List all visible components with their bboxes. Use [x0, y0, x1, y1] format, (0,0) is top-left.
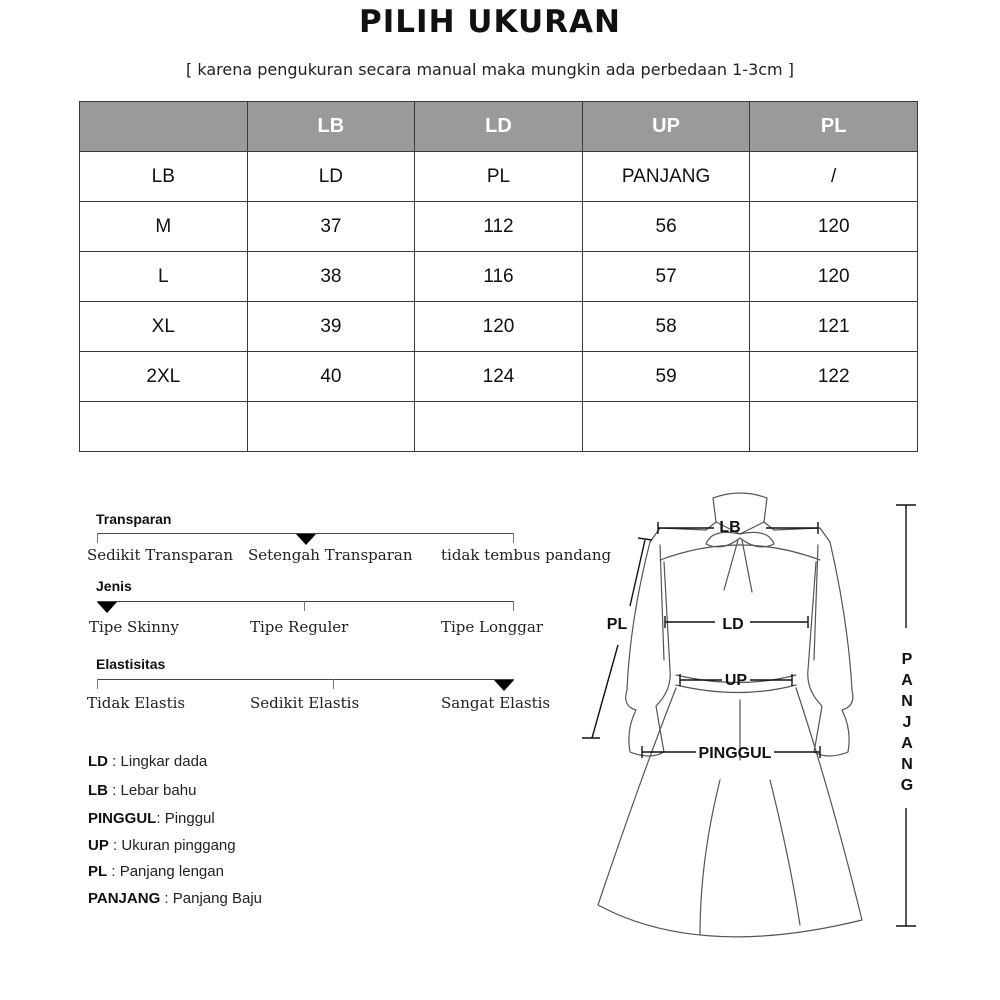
scale-tick	[513, 601, 514, 611]
table-cell: 37	[247, 202, 415, 252]
diagram-label-pinggul: PINGGUL	[698, 745, 772, 762]
table-cell: 112	[415, 202, 583, 252]
table-cell	[582, 402, 750, 452]
table-cell: LD	[247, 152, 415, 202]
legend-item-pinggul: PINGGUL: Pinggul	[88, 810, 215, 827]
table-cell: M	[80, 202, 248, 252]
size-table	[79, 101, 918, 452]
diagram-label-lb: LB	[719, 519, 741, 536]
scale-line-jenis	[97, 601, 514, 602]
dress-diagram	[575, 490, 925, 960]
table-row	[80, 252, 918, 302]
scale-label: Tipe Longgar	[441, 618, 544, 636]
diagram-label-up: UP	[724, 672, 748, 689]
measurement-lines	[582, 505, 916, 926]
table-cell: 116	[415, 252, 583, 302]
dress-illustration	[598, 493, 862, 937]
table-cell: 57	[582, 252, 750, 302]
table-cell: 120	[750, 252, 918, 302]
legend-item-up: UP : Ukuran pinggang	[88, 837, 236, 854]
scale-title-jenis: Jenis	[96, 578, 132, 594]
scale-label: tidak tembus pandang	[441, 546, 612, 564]
diagram-label-pl: PL	[606, 616, 628, 633]
scale-label: Sangat Elastis	[441, 694, 551, 712]
table-cell: 121	[750, 302, 918, 352]
table-cell: 2XL	[80, 352, 248, 402]
scale-label: Tipe Reguler	[250, 618, 349, 636]
table-cell: PL	[415, 152, 583, 202]
scale-tick	[304, 601, 305, 611]
legend-item-lb: LB : Lebar bahu	[88, 782, 197, 799]
table-cell: 120	[415, 302, 583, 352]
scale-marker-transparan	[296, 534, 316, 545]
table-header-row	[80, 102, 918, 152]
scale-label: Sedikit Transparan	[87, 546, 234, 564]
scale-label: Tidak Elastis	[87, 694, 186, 712]
table-header-cell: LD	[415, 102, 583, 152]
table-cell: 120	[750, 202, 918, 252]
table-row	[80, 352, 918, 402]
table-cell: 59	[582, 352, 750, 402]
table-cell	[415, 402, 583, 452]
table-header-cell	[80, 102, 248, 152]
table-cell: 38	[247, 252, 415, 302]
scale-title-transparan: Transparan	[96, 511, 172, 527]
table-row-empty	[80, 402, 918, 452]
table-header-cell: PL	[750, 102, 918, 152]
scale-marker-jenis	[97, 602, 117, 613]
table-cell: PANJANG	[582, 152, 750, 202]
table-cell: LB	[80, 152, 248, 202]
page-title: PILIH UKURAN	[359, 4, 621, 40]
legend-item-ld: LD : Lingkar dada	[88, 753, 208, 770]
scale-marker-elastisitas	[494, 680, 514, 691]
diagram-label-panjang-letter: J	[902, 714, 912, 731]
diagram-label-panjang-letter: A	[901, 735, 913, 752]
scale-label: Setengah Transparan	[248, 546, 413, 564]
scale-line-elastisitas	[97, 679, 514, 680]
table-cell: /	[750, 152, 918, 202]
table-cell	[750, 402, 918, 452]
diagram-label-panjang-letter: G	[900, 777, 914, 794]
table-row	[80, 202, 918, 252]
table-cell: 56	[582, 202, 750, 252]
table-cell: 122	[750, 352, 918, 402]
legend-item-panjang: PANJANG : Panjang Baju	[88, 890, 262, 907]
table-cell	[80, 402, 248, 452]
scale-tick	[333, 679, 334, 689]
scale-label: Tipe Skinny	[89, 618, 180, 636]
diagram-label-panjang-letter: P	[901, 651, 913, 668]
table-cell	[247, 402, 415, 452]
diagram-label-panjang-letter: N	[901, 693, 913, 710]
scale-tick	[513, 533, 514, 543]
scale-title-elastisitas: Elastisitas	[96, 656, 166, 672]
legend-item-pl: PL : Panjang lengan	[88, 863, 224, 880]
diagram-label-ld: LD	[722, 616, 744, 633]
table-cell: 124	[415, 352, 583, 402]
scale-tick	[97, 533, 98, 543]
table-header-cell: UP	[582, 102, 750, 152]
scale-label: Sedikit Elastis	[250, 694, 360, 712]
table-cell: L	[80, 252, 248, 302]
table-row	[80, 302, 918, 352]
page-subtitle: [ karena pengukuran secara manual maka mungkin ada perbedaan 1-3cm ]	[186, 60, 794, 79]
table-cell: 58	[582, 302, 750, 352]
table-row	[80, 152, 918, 202]
table-cell: XL	[80, 302, 248, 352]
diagram-label-panjang-letter: N	[901, 756, 913, 773]
diagram-label-panjang-letter: A	[901, 672, 913, 689]
table-cell: 39	[247, 302, 415, 352]
table-header-cell: LB	[247, 102, 415, 152]
table-cell: 40	[247, 352, 415, 402]
scale-tick	[97, 679, 98, 689]
